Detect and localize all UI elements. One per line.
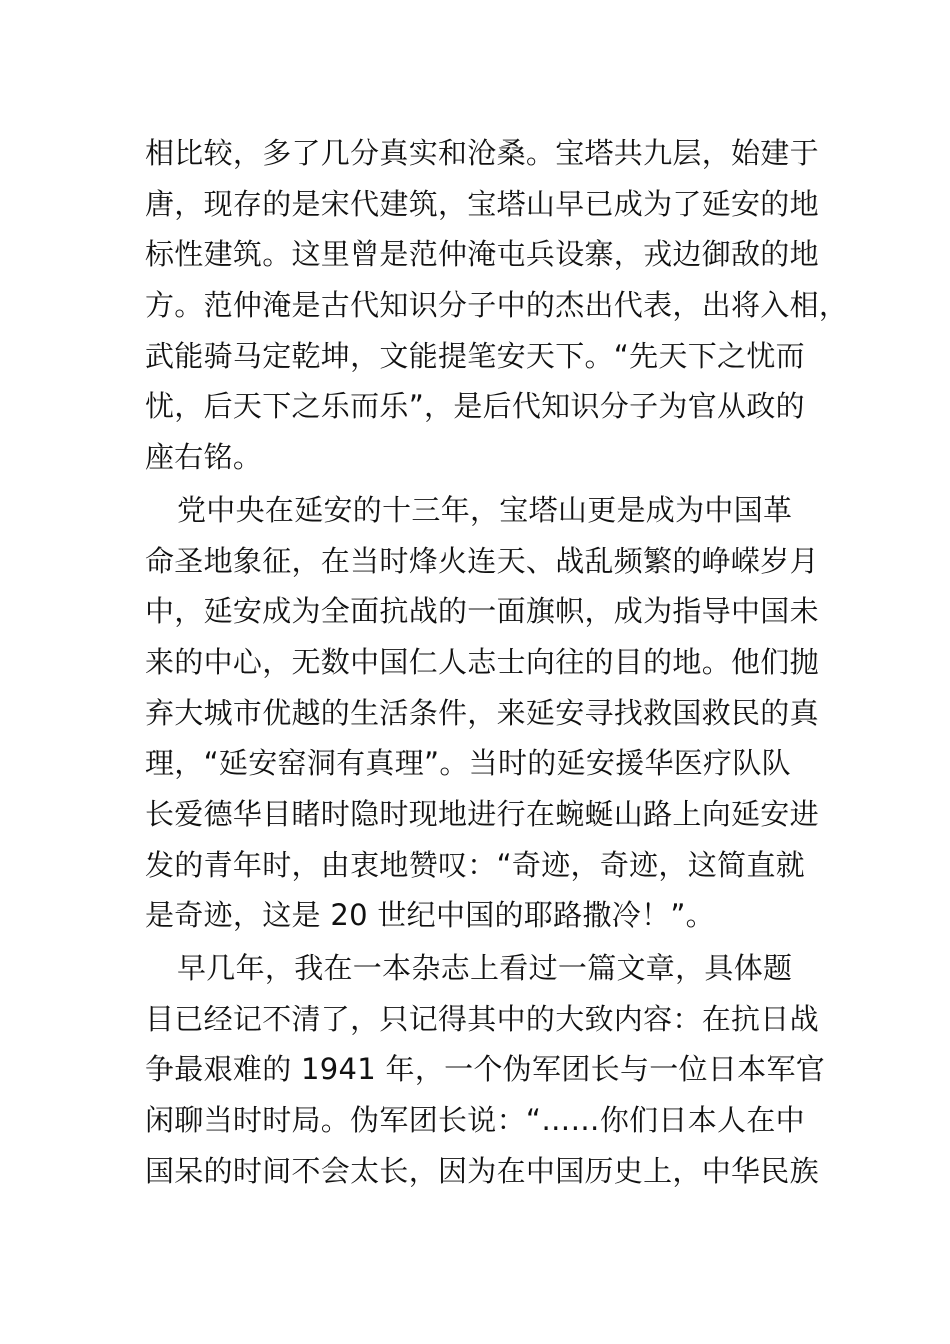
text-line: 武能骑马定乾坤，文能提笔安天下。“先天下之忧而 xyxy=(145,338,805,373)
text-line: 党中央在延安的十三年，宝塔山更是成为中国革 xyxy=(177,492,793,527)
text-line: 是奇迹，这是 20 世纪中国的耶路撒冷！”。 xyxy=(145,898,715,933)
text-line: 唐，现存的是宋代建筑，宝塔山早已成为了延安的地 xyxy=(145,186,819,221)
text-line: 标性建筑。这里曾是范仲淹屯兵设寨，戎边御敌的地 xyxy=(145,237,819,272)
text-line: 争最艰难的 1941 年，一个伪军团长与一位日本军官 xyxy=(145,1052,826,1087)
text-line: 弃大城市优越的生活条件，来延安寻找救国救民的真 xyxy=(145,695,819,730)
text-line: 来的中心，无数中国仁人志士向往的目的地。他们抛 xyxy=(145,644,819,679)
text-line: 相比较，多了几分真实和沧桑。宝塔共九层，始建于 xyxy=(145,136,819,170)
text-line: 闲聊当时时局。伪军团长说：“……你们日本人在中 xyxy=(145,1103,805,1138)
text-line: 方。范仲淹是古代知识分子中的杰出代表，出将入相， xyxy=(145,288,849,323)
paragraph-3 xyxy=(145,943,825,1196)
text-line: 命圣地象征，在当时烽火连天、战乱频繁的峥嵘岁月 xyxy=(145,543,819,578)
text-line: 中，延安成为全面抗战的一面旗帜，成为指导中国未 xyxy=(145,594,819,629)
paragraph-1 xyxy=(145,128,849,483)
text-line: 发的青年时，由衷地赞叹：“奇迹，奇迹，这简直就 xyxy=(145,847,805,882)
document-body xyxy=(145,128,849,1198)
text-line: 国呆的时间不会太长，因为在中国历史上，中华民族 xyxy=(145,1153,819,1188)
text-line: 目已经记不清了，只记得其中的大致内容：在抗日战 xyxy=(145,1001,819,1036)
text-line: 早几年，我在一本杂志上看过一篇文章，具体题 xyxy=(177,951,793,985)
paragraph-2 xyxy=(145,485,825,941)
text-line: 长爱德华目睹时隐时现地进行在蜿蜒山路上向延安进 xyxy=(145,796,819,831)
text-line: 理，“延安窑洞有真理”。当时的延安援华医疗队队 xyxy=(145,746,791,781)
text-line: 忧，后天下之乐而乐”，是后代知识分子为官从政的 xyxy=(145,389,805,424)
text-line: 座右铭。 xyxy=(145,440,263,475)
